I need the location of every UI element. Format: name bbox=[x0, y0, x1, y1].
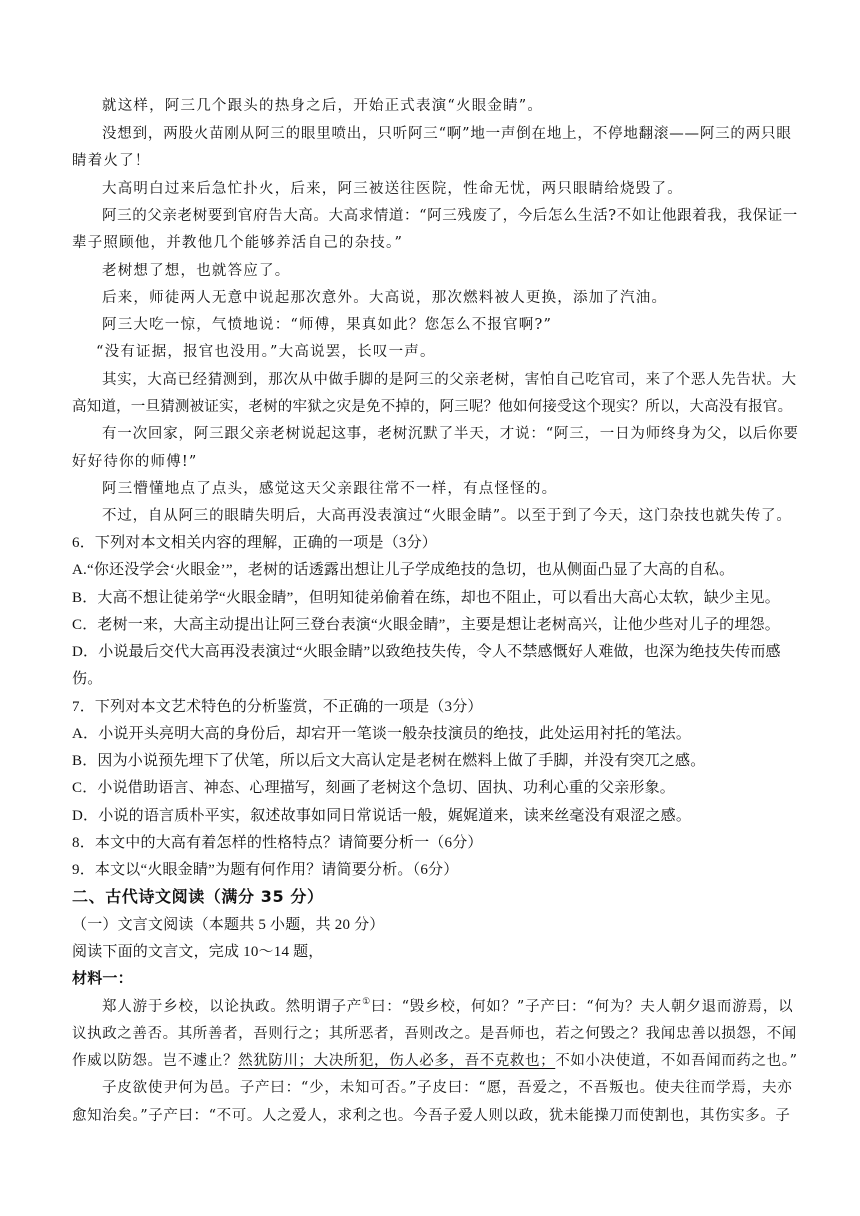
story-paragraph-cont: 好好待你的师傅!” bbox=[72, 454, 198, 470]
story-paragraph: 其实，大高已经猜测到，那次从中做手脚的是阿三的父亲老树，害怕自己吃官司，来了个恶人先告状。大 bbox=[102, 372, 797, 388]
question-6: 6．下列对本文相关内容的理解，正确的一项是（3分） bbox=[72, 535, 438, 551]
question-6-option-d-cont: 伤。 bbox=[72, 671, 103, 687]
question-7-option-a: A．小说开头亮明大高的身份后，却宕开一笔谈一般杂技演员的绝技，此处运用衬托的笔法。 bbox=[72, 726, 692, 742]
question-6-option-d: D．小说最后交代大高再没表演过“火眼金睛”以致绝技失传，令人不禁感慨好人难做，也深为绝技失传而感 bbox=[72, 644, 781, 660]
footnote-marker: ① bbox=[362, 997, 371, 1007]
story-paragraph: 大高明白过来后急忙扑火，后来，阿三被送往医院，性命无忧，两只眼睛给烧毁了。 bbox=[102, 181, 683, 197]
classical-text: 曰：“毁乡校，何如？”子产曰：“何为？夫人朝夕退而游焉，以 bbox=[370, 999, 794, 1015]
reading-instruction: 阅读下面的文言文，完成 10～14 题， bbox=[72, 944, 324, 960]
question-6-option-c: C．老树一来，大高主动提出让阿三登台表演“火眼金睛”，主要是想让老树高兴，让他少些对儿子的埋怨。 bbox=[72, 617, 780, 633]
story-paragraph: 有一次回家，阿三跟父亲老树说起这事，老树沉默了半天，才说：“阿三，一日为师终身为父，以后你要 bbox=[102, 426, 799, 442]
underlined-sentence: 然犹防川；大决所犯，伤人必多，吾不克救也； bbox=[238, 1053, 556, 1069]
question-7-option-b: B．因为小说预先埋下了伏笔，所以后文大高认定是老树在燃料上做了手脚，并没有突兀之感。 bbox=[72, 753, 706, 769]
story-paragraph-cont: 高知道，一旦猜测被证实，老树的牢狱之灾是免不掉的，阿三呢？他如何接受这个现实？所以，大高没有报官。 bbox=[72, 399, 793, 415]
story-paragraph: 老树想了想，也就答应了。 bbox=[102, 263, 291, 279]
story-paragraph-cont: 辈子照顾他，并教他几个能够养活自己的杂技。” bbox=[72, 235, 404, 251]
question-7-option-c: C．小说借助语言、神态、心理描写，刻画了老树这个急切、固执、功利心重的父亲形象。 bbox=[72, 780, 676, 796]
story-paragraph: 阿三的父亲老树要到官府告大高。大高求情道：“阿三残废了，今后怎么生活?不如让他跟着我，我保证一 bbox=[102, 208, 798, 224]
question-9: 9．本文以“火眼金睛”为题有何作用？请简要分析。（6分） bbox=[72, 862, 459, 878]
section-heading: 二、古代诗文阅读（满分 35 分） bbox=[72, 887, 324, 906]
question-7: 7．下列对本文艺术特色的分析鉴赏，不正确的一项是（3分） bbox=[72, 699, 483, 715]
classical-text-line bbox=[72, 1051, 798, 1071]
story-paragraph-cont: 睛着火了！ bbox=[72, 153, 151, 169]
classical-text: 作威以防怨。岂不遽止？ bbox=[72, 1053, 239, 1069]
classical-text-line: 子皮欲使尹何为邑。子产曰：“少，未知可否。”子皮曰：“愿，吾爱之，不吾叛也。使夫往而学焉，夫亦 bbox=[102, 1080, 793, 1096]
classical-text-line: 愈知治矣。”子产曰：“不可。人之爱人，求利之也。今吾子爱人则以政，犹未能操刀而使割也，其伤实多。子 bbox=[72, 1108, 791, 1124]
story-paragraph: 不过，自从阿三的眼睛失明后，大高再没表演过“火眼金睛”。以至于到了今天，这门杂技也就失传了。 bbox=[102, 508, 792, 524]
question-8: 8．本文中的大高有着怎样的性格特点？请简要分析一（6分） bbox=[72, 835, 483, 851]
story-paragraph: 阿三懵懂地点了点头，感觉这天父亲跟往常不一样，有点怪怪的。 bbox=[102, 481, 558, 497]
classical-text: 不如小决使道，不如吾闻而药之也。” bbox=[555, 1053, 798, 1069]
story-paragraph: “没有证据，报官也没用。”大高说罢，长叹一声。 bbox=[96, 344, 436, 360]
subsection-heading: （一）文言文阅读（本题共 5 小题，共 20 分） bbox=[72, 917, 385, 933]
story-paragraph: 后来，师徒两人无意中说起那次意外。大高说，那次燃料被人更换，添加了汽油。 bbox=[102, 290, 668, 306]
question-6-option-a: A.“你还没学会‘火眼金’”，老树的话透露出想让儿子学成绝技的急切，也从侧面凸显了大高的自私。 bbox=[72, 562, 735, 578]
story-paragraph: 阿三大吃一惊，气愤地说：“师傅，果真如此？您怎么不报官啊?” bbox=[102, 317, 553, 333]
question-7-option-d: D．小说的语言质朴平实，叙述故事如同日常说话一般，娓娓道来，读来丝毫没有艰涩之感。 bbox=[72, 808, 692, 824]
classical-text-line: 议执政之善否。其所善者，吾则行之；其所恶者，吾则改之。是吾师也，若之何毁之？我闻忠善以损怨，不闻 bbox=[72, 1026, 797, 1042]
classical-text: 郑人游于乡校，以论执政。然明谓子产 bbox=[102, 999, 363, 1015]
classical-text-line bbox=[102, 997, 798, 1017]
story-paragraph: 没想到，两股火苗刚从阿三的眼里喷出，只听阿三“啊”地一声倒在地上，不停地翻滚——阿三的两只眼 bbox=[102, 126, 792, 142]
question-6-option-b: B．大高不想让徒弟学“火眼金睛”，但明知徒弟偷着在练，却也不阻止，可以看出大高心太软，缺少主见。 bbox=[72, 590, 780, 606]
story-paragraph: 就这样，阿三几个跟头的热身之后，开始正式表演“火眼金睛”。 bbox=[102, 98, 544, 114]
material-label: 材料一： bbox=[72, 971, 133, 987]
